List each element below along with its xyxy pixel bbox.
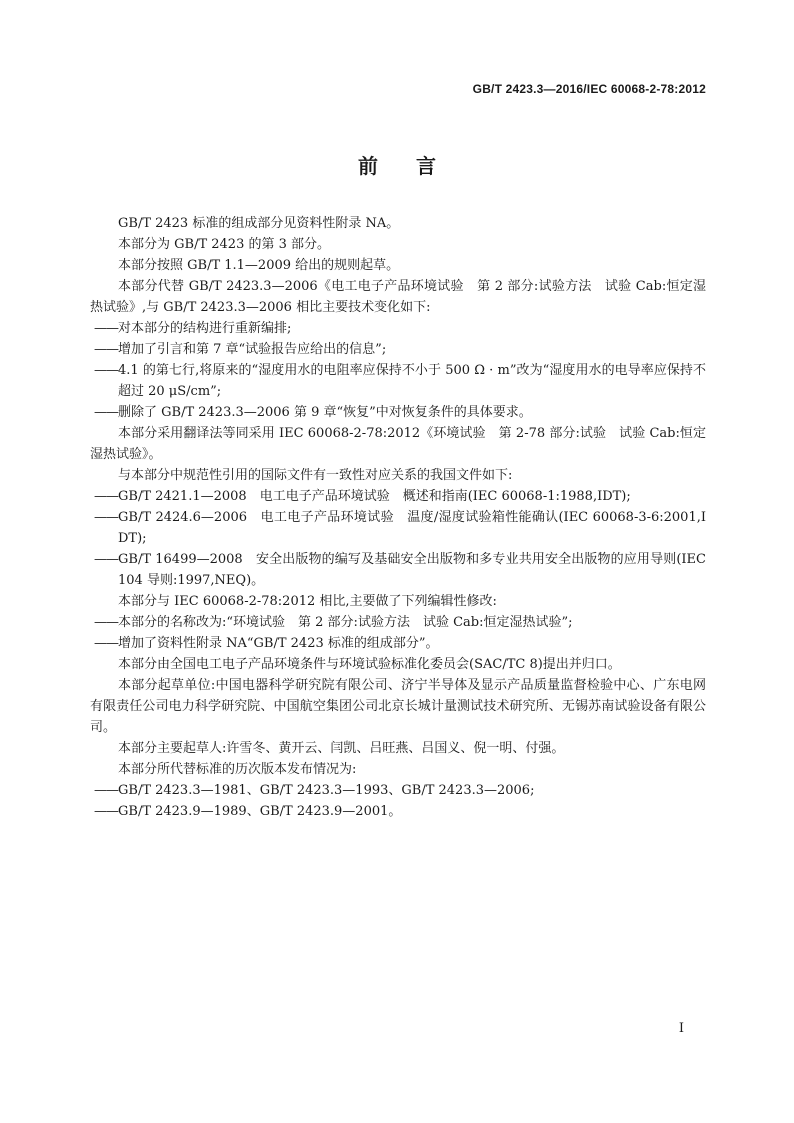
paragraph: 本部分由全国电工电子产品环境条件与环境试验标准化委员会(SAC/TC 8)提出并归口。 <box>118 657 621 672</box>
document-body <box>90 213 706 822</box>
page-number: I <box>678 1021 684 1036</box>
paragraph: 本部分与 IEC 60068-2-78:2012 相比,主要做了下列编辑性修改: <box>118 594 497 609</box>
document-id-header: GB/T 2423.3—2016/IEC 60068-2-78:2012 <box>472 82 706 96</box>
list-item-text: GB/T 2423.3—1981、GB/T 2423.3—1993、GB/T 2423.3—2006; <box>118 783 535 798</box>
list-item <box>90 402 706 423</box>
paragraph: GB/T 2423 标准的组成部分见资料性附录 NA。 <box>118 216 400 231</box>
page-title: 前言 <box>358 154 474 178</box>
list-dash: —— <box>94 405 118 420</box>
list-item-text: GB/T 16499—2008 安全出版物的编写及基础安全出版物和多专业共用安全出版物的应用导则(IEC 104 导则:1997,NEQ)。 <box>118 552 706 588</box>
paragraph: 本部分按照 GB/T 1.1—2009 给出的规则起草。 <box>118 258 400 273</box>
list-item <box>90 360 706 402</box>
list-item <box>90 549 706 591</box>
list-item-text: 删除了 GB/T 2423.3—2006 第 9 章“恢复”中对恢复条件的具体要求。 <box>118 405 532 420</box>
list-dash: —— <box>94 615 118 630</box>
list-dash: —— <box>94 783 118 798</box>
list-item-text: 对本部分的结构进行重新编排; <box>118 321 292 336</box>
paragraph: 与本部分中规范性引用的国际文件有一致性对应关系的我国文件如下: <box>118 468 513 483</box>
list-item <box>90 318 706 339</box>
paragraph: 本部分代替 GB/T 2423.3—2006《电工电子产品环境试验 第 2 部分:试验方法 试验 Cab:恒定湿热试验》,与 GB/T 2423.3—2006 相比主要技术变化如下: <box>90 279 706 315</box>
paragraph: 本部分为 GB/T 2423 的第 3 部分。 <box>118 237 331 252</box>
list-dash: —— <box>94 321 118 336</box>
list-item-text: GB/T 2421.1—2008 电工电子产品环境试验 概述和指南(IEC 60068-1:1988,IDT); <box>118 489 631 504</box>
list-item-text: 增加了引言和第 7 章“试验报告应给出的信息”; <box>118 342 387 357</box>
paragraph: 本部分采用翻译法等同采用 IEC 60068-2-78:2012《环境试验 第 2-78 部分:试验 试验 Cab:恒定湿热试验》。 <box>90 426 706 462</box>
list-item <box>90 612 706 633</box>
list-item <box>90 486 706 507</box>
list-dash: —— <box>94 804 118 819</box>
paragraph: 本部分起草单位:中国电器科学研究院有限公司、济宁半导体及显示产品质量监督检验中心、广东电网有限责任公司电力科学研究院、中国航空集团公司北京长城计量测试技术研究所、无锡苏南试验设备有限公司。 <box>90 678 706 735</box>
list-dash: —— <box>94 363 118 378</box>
list-dash: —— <box>94 636 118 651</box>
list-dash: —— <box>94 510 118 525</box>
list-item-text: 本部分的名称改为:“环境试验 第 2 部分:试验方法 试验 Cab:恒定湿热试验”; <box>118 615 573 630</box>
list-item <box>90 633 706 654</box>
list-item-text: GB/T 2424.6—2006 电工电子产品环境试验 温度/湿度试验箱性能确认(IEC 60068-3-6:2001,IDT); <box>118 510 706 546</box>
list-item-text: 4.1 的第七行,将原来的“湿度用水的电阻率应保持不小于 500 Ω · m”改为“湿度用水的电导率应保持不超过 20 μS/cm”; <box>118 363 706 399</box>
list-dash: —— <box>94 489 118 504</box>
list-item <box>90 507 706 549</box>
list-item-text: GB/T 2423.9—1989、GB/T 2423.9—2001。 <box>118 804 402 819</box>
paragraph: 本部分主要起草人:许雪冬、黄开云、闫凯、吕旺燕、吕国义、倪一明、付强。 <box>118 741 565 756</box>
list-dash: —— <box>94 342 118 357</box>
list-item <box>90 339 706 360</box>
paragraph: 本部分所代替标准的历次版本发布情况为: <box>118 762 357 777</box>
list-item <box>90 801 706 822</box>
list-item-text: 增加了资料性附录 NA“GB/T 2423 标准的组成部分”。 <box>118 636 439 651</box>
list-item <box>90 780 706 801</box>
list-dash: —— <box>94 552 118 567</box>
